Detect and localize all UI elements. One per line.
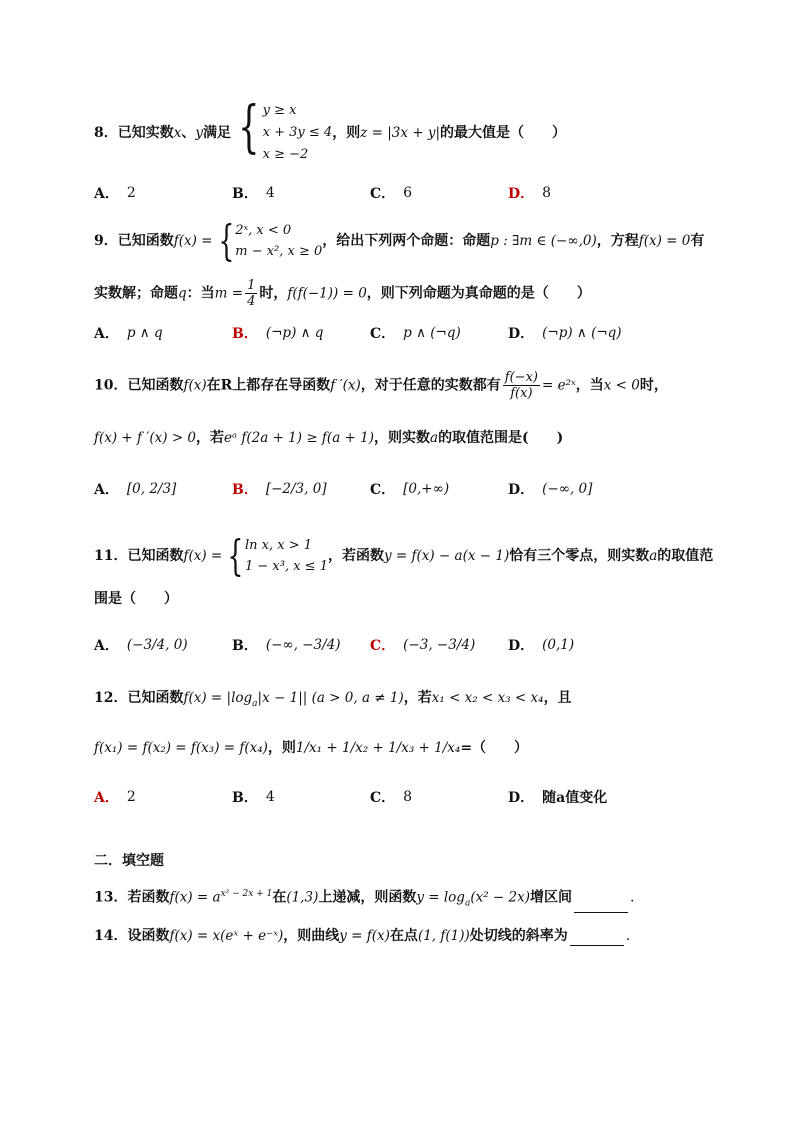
option-b[interactable]: B． [−2/3, 0] <box>232 481 327 498</box>
answer-blank[interactable] <box>574 896 628 913</box>
options-q12 <box>94 782 714 812</box>
question-13: 13．若函数$f(x) = a^{x^2 - 2x + 1}$在(1,3)上递减，则函数$y = \log_a(x^2 - 2x)$增区间 . <box>94 884 706 913</box>
question-10: 10．已知函数f(x)在R上都存在导函数f ′(x)，对于任意的实数都有 $\frac{f(-x)}{f(x)}$ = e²ˣ，当x < 0时， <box>94 370 668 401</box>
option-d[interactable]: D． 随a值变化 <box>508 790 608 806</box>
question-12: 12．已知函数$f(x) = |\log_a|x - 1||$ (a > 0, a ≠ 1)，若x₁ < x₂ < x₃ < x₄，且 <box>94 690 572 709</box>
option-d[interactable]: D． 8 <box>508 185 552 202</box>
option-a[interactable]: A． 2 <box>94 789 136 806</box>
option-b[interactable]: B． (¬p) ∧ q <box>232 325 324 342</box>
question-8: 8．已知实数x、y满足 { y ≥ x x + 3y ≤ 4 x ≥ −2 ，则z = |3x + y|的最大值是（ ） <box>94 100 706 166</box>
answer-blank[interactable] <box>570 929 624 946</box>
question-12-line-2: f(x₁) = f(x₂) = f(x₃) = f(x₄)，则1/x₁ + 1/x₂ + 1/x₃ + 1/x₄=（ ） <box>94 740 529 756</box>
options-q9 <box>94 318 714 348</box>
option-c[interactable]: C． 6 <box>370 185 413 202</box>
constraint-system: { y ≥ x x + 3y ≤ 4 x ≥ −2 <box>238 95 333 162</box>
question-11: 11．已知函数f(x) = { ln x, x > 1 1 − x³, x ≤ 1 ，若函数y = f(x) − a(x − 1)恰有三个零点，则实数a的取值范 <box>94 531 714 580</box>
question-10-line-2: f(x) + f ′(x) > 0，若eᵃ f(2a + 1) ≥ f(a + 1)，则实数a的取值范围是( ) <box>94 430 564 446</box>
piecewise-function: { ln x, x > 1 1 − x³, x ≤ 1 <box>227 531 328 580</box>
option-c[interactable]: C． p ∧ (¬q) <box>370 325 461 342</box>
objective-expression: z = |3x + y| <box>360 125 441 141</box>
option-b[interactable]: B． (−∞, −3/4) <box>232 637 341 654</box>
option-b[interactable]: B． 4 <box>232 185 275 202</box>
option-d[interactable]: D． (¬p) ∧ (¬q) <box>508 325 622 342</box>
section-title: 二．填空题 <box>94 853 164 869</box>
option-c[interactable]: C． (−3, −3/4) <box>370 637 476 654</box>
question-number: 8． <box>94 125 118 141</box>
option-d[interactable]: D． (0,1) <box>508 637 575 654</box>
fraction: $\frac{f(-x)}{f(x)}$ <box>504 370 538 401</box>
question-14: 14．设函数f(x) = x(eˣ + e⁻ˣ)，则曲线y = f(x)在点(1, f(1))处切线的斜率为 . <box>94 928 631 944</box>
options-q8 <box>94 178 714 208</box>
question-9-line-2: 实数解；命题q：当m = $\frac{1}{4}$ 时，f(f(−1)) = 0，则下列命题为真命题的是（ ） <box>94 278 591 309</box>
option-a[interactable]: A． p ∧ q <box>94 325 163 342</box>
fraction: $\frac{1}{4}$ <box>247 278 256 309</box>
option-d[interactable]: D． (−∞, 0] <box>508 481 593 498</box>
option-c[interactable]: C． 8 <box>370 789 413 806</box>
piecewise-function: { 2ˣ, x < 0 m − x², x ≥ 0 <box>217 216 323 265</box>
option-b[interactable]: B． 4 <box>232 789 275 806</box>
option-c[interactable]: C． [0,+∞) <box>370 481 450 498</box>
options-q10 <box>94 474 714 504</box>
option-a[interactable]: A． 2 <box>94 185 136 202</box>
option-a[interactable]: A． (−3/4, 0) <box>94 637 188 654</box>
question-9: 9．已知函数f(x) = { 2ˣ, x < 0 m − x², x ≥ 0 ，给出下列两个命题：命题p : ∃m ∈ (−∞,0)，方程f(x) = 0有 <box>94 216 705 265</box>
options-q11 <box>94 630 714 660</box>
option-a[interactable]: A． [0, 2/3] <box>94 481 177 498</box>
question-11-line-2: 围是（ ） <box>94 591 178 607</box>
